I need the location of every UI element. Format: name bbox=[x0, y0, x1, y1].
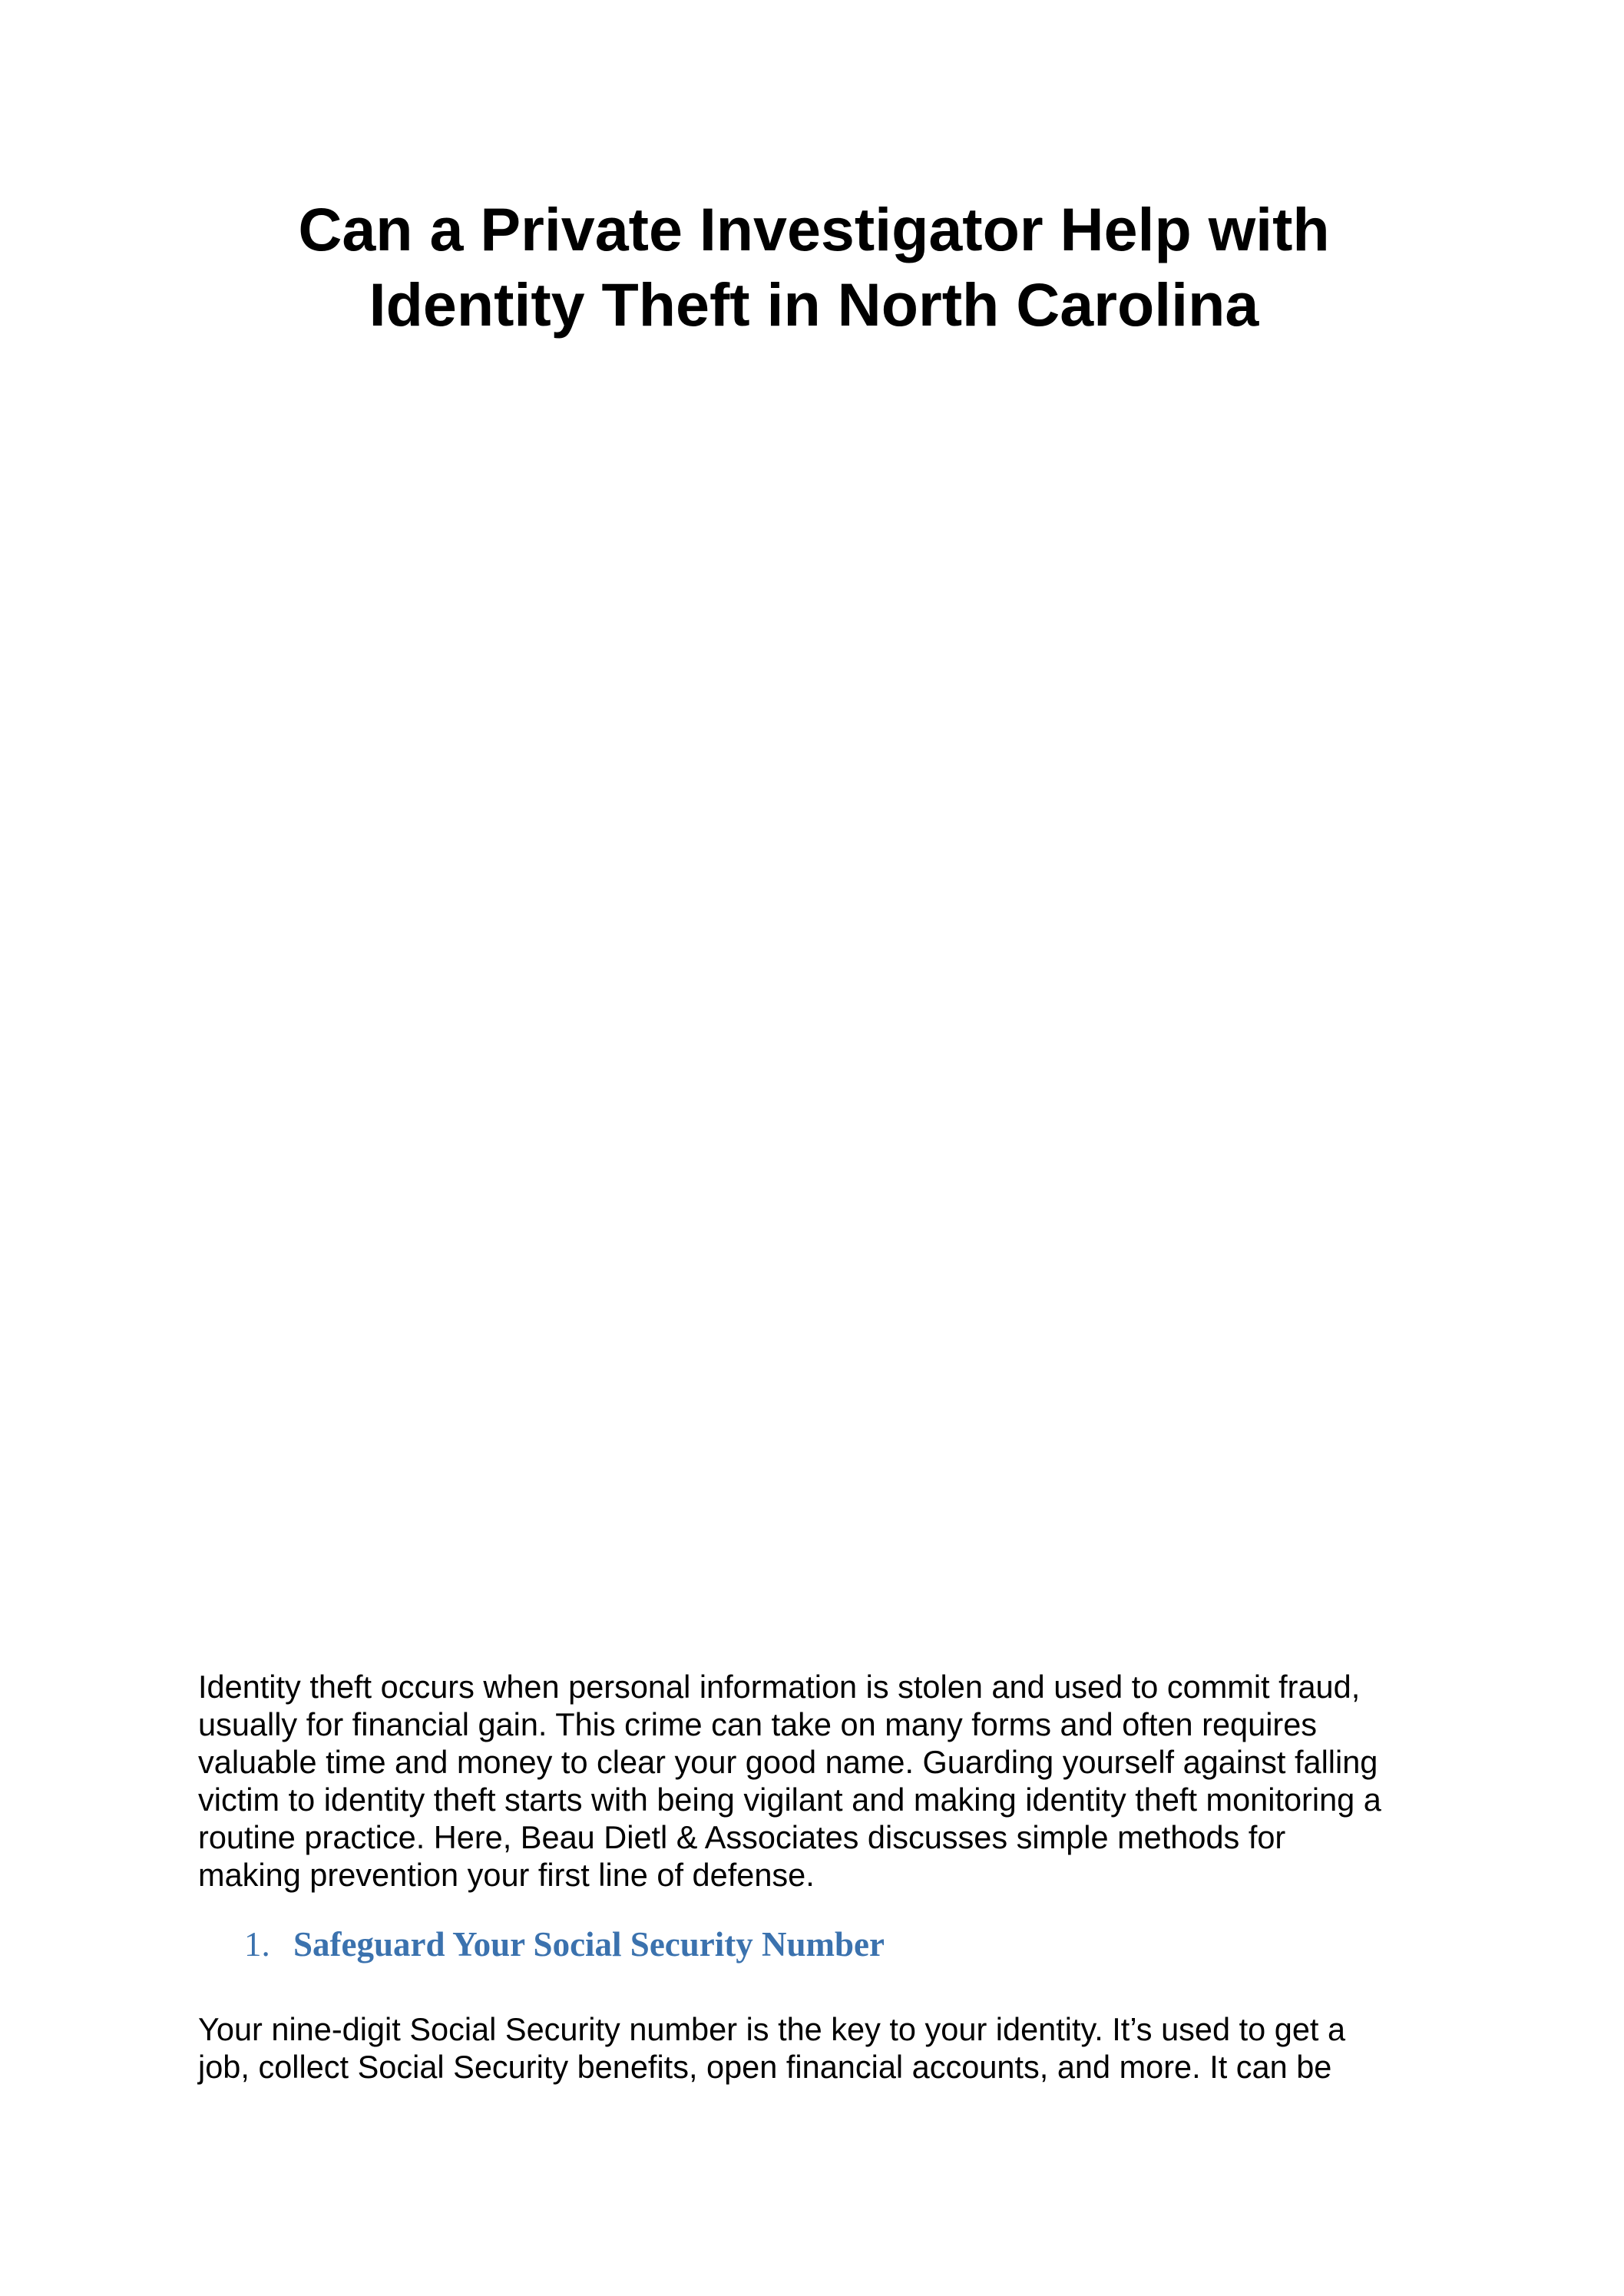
section-heading bbox=[244, 1923, 885, 1966]
blank-image-area bbox=[198, 369, 1427, 1636]
section-body-paragraph: Your nine-digit Social Security number is the key to your identity. It’s used to get a job, collect Social Security benefits, open financial accounts, and more. It can be bbox=[198, 2011, 1346, 2085]
intro-paragraph: Identity theft occurs when personal information is stolen and used to commit fraud, usually for financial gain. This crime can take on many forms and often requires valuable time and money to clear your good name. Guarding yourself against falling victim to identity theft starts with being vigilant and making identity theft monitoring a routine practice. Here, Beau Dietl & Associates discusses simple methods for making prevention your first line of defense. bbox=[198, 1669, 1381, 1893]
section-number: 1. bbox=[244, 1925, 270, 1964]
section-heading-text: Safeguard Your Social Security Number bbox=[293, 1925, 885, 1964]
page-title: Can a Private Investigator Help with Identity Theft in North Carolina bbox=[298, 195, 1330, 339]
